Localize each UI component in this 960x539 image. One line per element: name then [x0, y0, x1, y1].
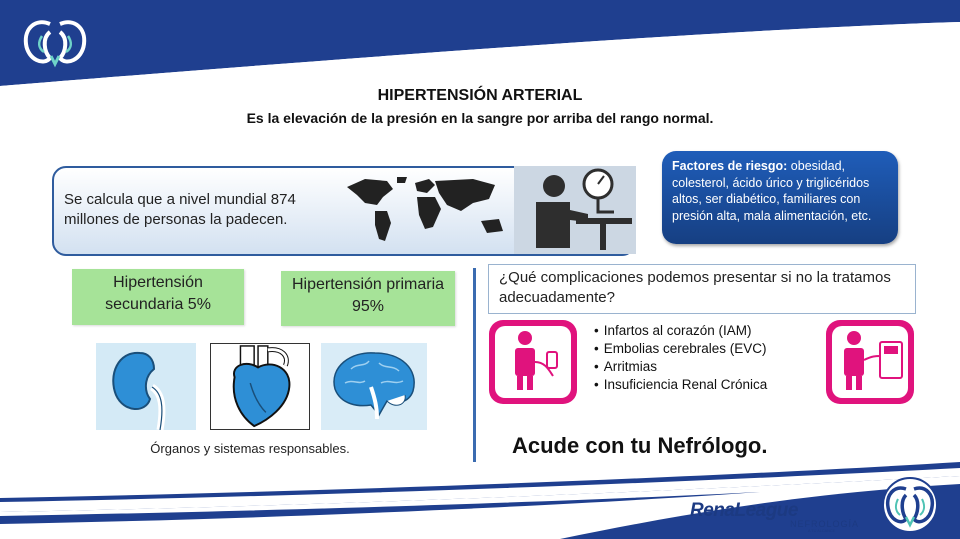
- list-item: • Embolias cerebrales (EVC): [594, 340, 834, 358]
- brand-name: RenaLeague: [690, 500, 798, 521]
- hemodialysis-machine-icon: [832, 326, 908, 390]
- patient-figure-icon: [495, 326, 571, 390]
- list-item: • Arritmias: [594, 358, 834, 376]
- peritoneal-dialysis-icon: [489, 320, 577, 404]
- page-subtitle: Es la elevación de la presión en la sangre por arriba del rango normal.: [246, 110, 714, 126]
- page-title: HIPERTENSIÓN ARTERIAL: [377, 87, 583, 104]
- hemodialysis-icon: [826, 320, 914, 404]
- blood-pressure-icon: [514, 166, 636, 254]
- list-item: • Infartos al corazón (IAM): [594, 322, 834, 340]
- kidney-icon: [96, 343, 196, 430]
- world-map-icon: [343, 175, 513, 245]
- hemodialysis-label: Hemodiálisis: [852, 391, 887, 397]
- heart-icon: [210, 343, 310, 430]
- primary-hypertension-label: Hipertensión primaria 95%: [281, 271, 455, 326]
- brand-tagline: A TU ALCANCE: [808, 529, 836, 533]
- peritoneal-dialysis-label: Diálisis Peritoneal: [509, 391, 557, 397]
- brand-logo: [690, 500, 860, 536]
- kidney-logo-icon: [20, 14, 90, 72]
- brand-subtitle: NEFROLOGÍA: [790, 519, 860, 529]
- vertical-divider: [473, 268, 476, 462]
- organs-caption: Órganos y sistemas responsables.: [150, 441, 350, 456]
- secondary-hypertension-label: Hipertensión secundaria 5%: [72, 269, 244, 325]
- kidney-logo-icon: [878, 477, 942, 533]
- list-item: • Insuficiencia Renal Crónica: [594, 376, 834, 394]
- risk-factors-text: obesidad, colesterol, ácido úrico y triglicéridos altos, ser diabético, familiares con presión alta, mala alimentación, etc.: [672, 159, 872, 223]
- brain-icon: [321, 343, 427, 430]
- top-banner: [0, 0, 960, 90]
- risk-factors-panel: [662, 151, 898, 244]
- statistic-text: Se calcula que a nivel mundial 874 millones de personas la padecen.: [64, 191, 296, 228]
- complications-question: ¿Qué complicaciones podemos presentar si no la tratamos adecuadamente?: [488, 264, 916, 314]
- risk-factors-label: Factores de riesgo:: [672, 159, 788, 173]
- call-to-action: Acude con tu Nefrólogo.: [512, 433, 768, 458]
- complications-list: [594, 322, 834, 394]
